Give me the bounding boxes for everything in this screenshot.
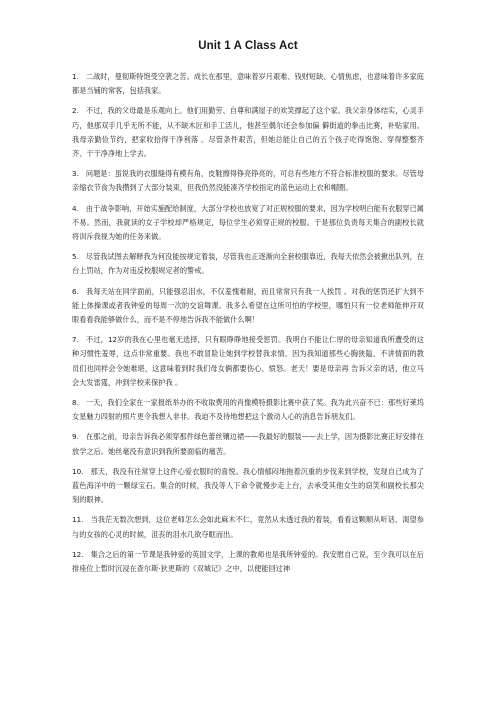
- paragraph-9: [72, 430, 424, 458]
- paragraph-number: 5.: [72, 252, 79, 262]
- paragraph-number: 11.: [72, 515, 84, 525]
- paragraph-text: 问题是：虽说我的衣服缝得有模有角，皮鞋擦得铮亮铮亮的，可总有些地方不符合标准校服的要求。尽管母亲缩衣节食为我攒到了大部分装束，但我仍然没能凑齐学校指定的蓝色运动上衣和帽圈。: [72, 169, 424, 193]
- paragraph-text: 那天，我没有往常穿上这件心爱衣服时的喜悦。我心情郁闷地拖着沉重的步伐来到学校，发现自己成为了蓝色海洋中的一颗绿宝石。集合的时候，我没等人下命令就慢步走上台，去承受其他女生的窃笑和副校长那尖刻的眼神。: [72, 466, 424, 505]
- paragraph-number: 9.: [72, 432, 79, 442]
- paragraph-text: 不过，我的父母最是乐观向上。他们用勤劳、自尊和满屋子的欢笑撑起了这个家。我父亲身体结实，心灵手巧，他那双手几乎无所不能，从不缺木匠和手工活儿，他甚至偶尔还会参加偏 僻街道的拳击比赛，补贴家用。我母亲勤俭节约，把家收拾得干净利落 。尽管条件艰苦，但她总能让自己的五个孩子吃得饱饱、穿得整整齐齐、干干净净地上学去。: [72, 106, 424, 159]
- paragraph-text: 当我茫无数次想到，这位老师怎么会如此麻木不仁，竟然从未透过我的着装，看看这颗顺从听话、渴望参与的女孩的心灵的时候，沮丧的泪水几欲夺眶而出。: [72, 515, 424, 539]
- paragraph-text: 由于战争影响，开始实施配给制度，大部分学校也放宽了对正规校服的要求，因为学校明白能有衣服穿已属不易。然而，我就读的女子学校却严格规定，每位学生必须穿正规的校服。于是那位负责每天集合的副校长就将训斥我视为她的任务来做。: [72, 203, 424, 242]
- paragraph-number: 2.: [72, 106, 79, 116]
- paragraph-1: [72, 70, 424, 98]
- paragraph-10: [72, 465, 424, 508]
- paragraph-text: 集合之后的第一节课是我钟爱的英国文学，上课的教师也是我所钟爱的。我安慰自己说，至少我可以在后排座位上暂时沉浸在查尔斯·狄更斯的《双城记》之中，以便能回过神: [72, 549, 424, 574]
- paragraph-11: [72, 513, 424, 541]
- paragraph-number: 7.: [72, 335, 79, 345]
- paragraph-text: 一天，我们全家在一家报纸举办的不收取费用的肖像模特摄影比赛中获了奖。我为此兴奋不已：那些好莱坞女星魅力四射的照片更令我想入非非。我迫不及待地想把这个激动人心的消息告诉朋友们。: [72, 398, 424, 422]
- document-body: [72, 70, 424, 582]
- paragraph-number: 12.: [72, 549, 84, 559]
- paragraph-4: [72, 202, 424, 245]
- paragraph-number: 6.: [72, 286, 79, 296]
- document-title: Unit 1 A Class Act: [198, 40, 298, 52]
- paragraph-5: [72, 250, 424, 278]
- paragraph-text: 不过，12岁的我在心里也毫无选择，只有眼睁睁地接受惩罚。我明白不能让仁厚的母亲知道我所遭受的这种习惯性羞辱，这点非常重要。我也不敢冒险让她到学校替我求情，因为我知道那些心胸狭隘、不讲情面的教员们也同样会令她难堪，这意味着到时我们母女俩都要伤心、愤怒。老天！要是母亲再 告诉父亲的话，他立马会大发雷霆，冲到学校来保护我 。: [72, 335, 424, 387]
- paragraph-text: 我每天站在同学面前，只能强忍泪水，不仅羞愧难耐，而且常常只有我一人挨罚 。对我的惩罚还扩大到不能上体操课或者我钟爱的每周一次的交谊舞课。我多么希望在这所可怕的学校里，哪怕只有一位老师能伸开双眼看看我能够做什么，而不是不停地告诉我不能做什么啊！: [72, 286, 424, 325]
- paragraph-number: 8.: [72, 398, 79, 408]
- paragraph-12: [72, 548, 424, 576]
- paragraph-text: 二战时，曼彻斯特饱受空袭之苦。成长在那里，意味着岁月艰难、钱财短缺、心情焦虑，也意味着许多家庭都是当铺的常客，包括我家。: [72, 72, 424, 96]
- paragraph-number: 10.: [72, 466, 84, 476]
- paragraph-number: 3.: [72, 169, 79, 179]
- paragraph-text: 尽管我试图去解释我为何没能按规定着装，尽管我也正逐渐向全套校服靠近，我每天依然会被揪出队列，在台上罚站，作为对违反校服规定者的警戒。: [72, 252, 424, 276]
- paragraph-text: 在那之前，母亲告诉我必须穿那件绿色蕾丝镶边裙——我最好的服装——去上学，因为摄影比赛正好安排在放学之后。她丝毫没有意识到我所要面临的痛苦。: [72, 432, 424, 456]
- paragraph-8: [72, 396, 424, 424]
- paragraph-number: 1.: [72, 72, 79, 81]
- paragraph-6: [72, 285, 424, 328]
- paragraph-3: [72, 167, 424, 195]
- paragraph-2: [72, 104, 424, 161]
- paragraph-7: [72, 333, 424, 390]
- paragraph-number: 4.: [72, 203, 79, 213]
